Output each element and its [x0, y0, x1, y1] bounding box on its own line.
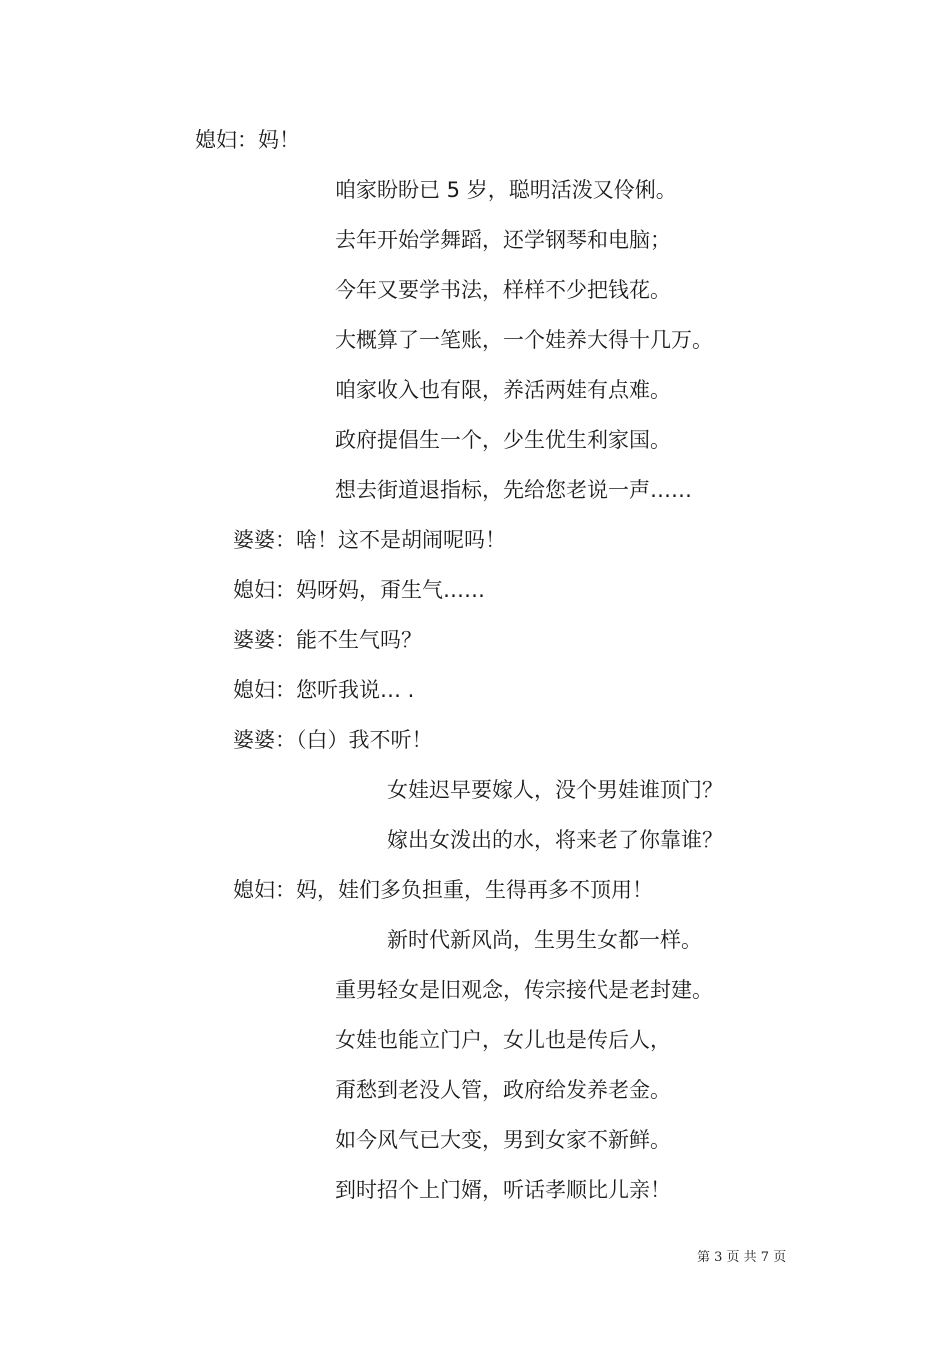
verse-line: 想去街道退指标，先给您老说一声…… [335, 478, 692, 502]
verse-line: 甭愁到老没人管，政府给发养老金。 [335, 1078, 671, 1102]
page-number-footer: 第 3 页 共 7 页 [697, 1250, 787, 1265]
verse-line: 政府提倡生一个，少生优生利家国。 [335, 428, 671, 452]
verse-line: 今年又要学书法，样样不少把钱花。 [335, 278, 671, 302]
verse-line: 到时招个上门婿，听话孝顺比儿亲！ [335, 1178, 671, 1202]
verse-line: 女娃迟早要嫁人，没个男娃谁顶门？ [387, 778, 723, 802]
verse-line: 咱家盼盼已 5 岁，聪明活泼又伶俐。 [335, 178, 677, 202]
dialogue-line: 媳妇：妈！ [195, 128, 300, 152]
verse-line: 新时代新风尚，生男生女都一样。 [387, 928, 702, 952]
dialogue-line: 婆婆：（白）我不听！ [233, 728, 433, 752]
verse-line: 重男轻女是旧观念，传宗接代是老封建。 [335, 978, 713, 1002]
dialogue-line: 媳妇：妈，娃们多负担重，生得再多不顶用！ [233, 878, 653, 902]
dialogue-line: 媳妇：妈呀妈，甭生气…… [233, 578, 485, 602]
verse-line: 女娃也能立门户，女儿也是传后人， [335, 1028, 671, 1052]
dialogue-line: 媳妇：您听我说… . [233, 678, 415, 702]
verse-line: 去年开始学舞蹈，还学钢琴和电脑； [335, 228, 671, 252]
verse-line: 嫁出女泼出的水，将来老了你靠谁？ [387, 828, 723, 852]
dialogue-line: 婆婆：啥！这不是胡闹呢吗！ [233, 528, 506, 552]
verse-line: 如今风气已大变，男到女家不新鲜。 [335, 1128, 671, 1152]
verse-line: 大概算了一笔账，一个娃养大得十几万。 [335, 328, 713, 352]
verse-line: 咱家收入也有限，养活两娃有点难。 [335, 378, 671, 402]
dialogue-line: 婆婆：能不生气吗？ [233, 628, 422, 652]
